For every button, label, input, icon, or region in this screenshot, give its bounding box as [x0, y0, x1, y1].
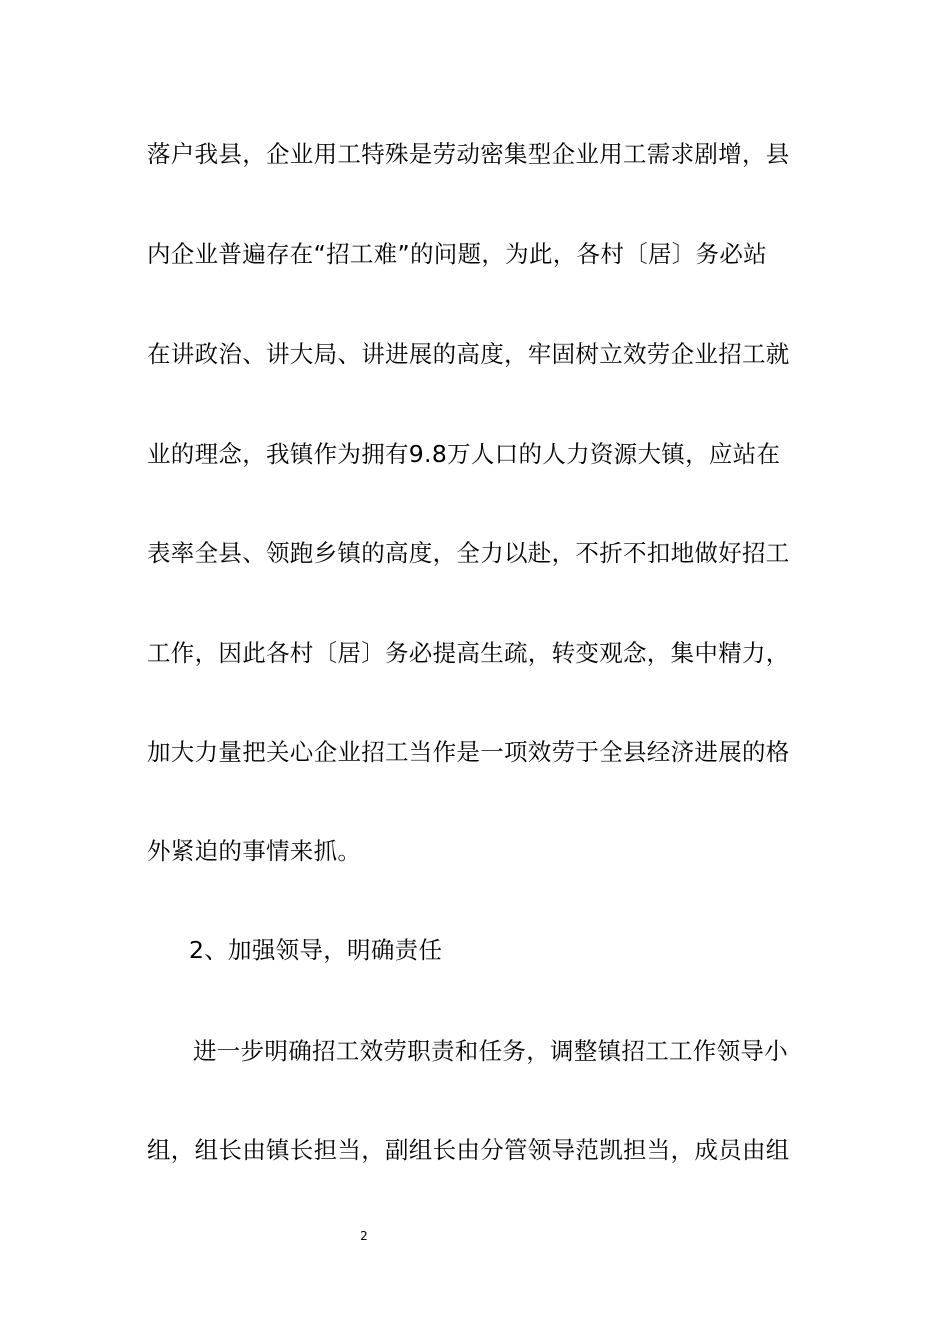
paragraph-line: 进一步明确招工效劳职责和任务，调整镇招工工作领导小: [193, 1037, 788, 1065]
paragraph-line: 工作，因此各村〔居〕务必提高生疏，转变观念，集中精力，: [147, 639, 790, 667]
paragraph-line: 加大力量把关心企业招工当作是一项效劳于全县经济进展的格: [147, 738, 790, 766]
paragraph-line: 组，组长由镇长担当，副组长由分管领导范凯担当，成员由组: [147, 1136, 790, 1164]
section-heading: 2、加强领导，明确责任: [189, 936, 443, 964]
paragraph-line: 外紧迫的事情来抓。: [147, 837, 362, 865]
paragraph-line: 落户我县，企业用工特殊是劳动密集型企业用工需求剧增，县: [147, 140, 790, 168]
paragraph-line: 在讲政治、讲大局、讲进展的高度，牢固树立效劳企业招工就: [147, 340, 790, 368]
paragraph-line: 表率全县、领跑乡镇的高度，全力以赴，不折不扣地做好招工: [147, 539, 790, 567]
paragraph-line: 业的理念，我镇作为拥有9.8万人口的人力资源大镇，应站在: [147, 440, 781, 468]
page-number: 2: [360, 1229, 368, 1243]
paragraph-line: 内企业普遍存在“招工难”的问题，为此，各村〔居〕务必站: [147, 240, 767, 268]
